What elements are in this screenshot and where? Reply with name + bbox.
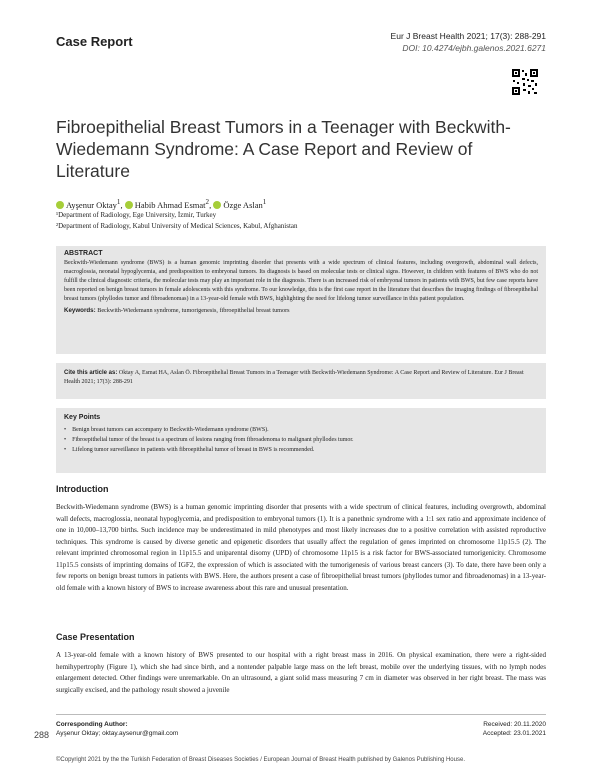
copyright-notice: ©Copyright 2021 by the the Turkish Federation of Breast Diseases Societies / European Journal of Breast Health published by Galenos Publishing House. — [56, 757, 465, 763]
abstract-box — [56, 246, 546, 354]
citation-label: Cite this article as: — [64, 370, 118, 376]
introduction-heading: Introduction — [56, 484, 109, 494]
corresponding-text[interactable]: Ayşenur Oktay; oktay.aysenur@gmail.com — [56, 730, 179, 737]
journal-citation: Eur J Breast Health 2021; 17(3): 288-291 — [390, 31, 546, 41]
footer-divider — [56, 714, 546, 715]
article-category: Case Report — [56, 34, 133, 49]
author-name: Habib Ahmad Esmat — [134, 199, 206, 210]
author-name: Ayşenur Oktay — [66, 199, 117, 210]
corresponding-author — [56, 720, 178, 738]
abstract-text: Beckwith-Wiedemann syndrome (BWS) is a human genomic imprinting disorder that presents with a wide spectrum of clinical features, including overgrowth, abdominal wall defects, macroglossia, neonatal hypoglycemia, and predisposition to embryonal tumors. Its diagnosis is based on molecular tests or clinical signs. However, in children with features of BWS who do not fulfill the clinical diagnostic criteria, the molecular tests may play an important role in the diagnosis. There is an increased risk of embryonal tumors in patients with BWS, but few case reports have been reported on benign breast tumors in female adolescents with this syndrome. To our knowledge, this is the first case report in the literature that describes the imaging findings of fibroepithelial breast tumors (phyllodes tumor and fibroadenomas) in a 13-year-old female with BWS, highlighting the need for lifelong tumor surveillance in this patient population. — [64, 260, 538, 302]
affiliations — [56, 210, 298, 232]
key-points-list — [64, 425, 538, 455]
qr-code-icon — [511, 68, 539, 96]
keywords-label: Keywords: — [64, 307, 96, 314]
abstract-heading: ABSTRACT — [64, 250, 103, 257]
key-point-item: • Lifelong tumor surveillance in patients with fibroepithelial tumor of breast in BWS is recommended. — [64, 445, 538, 455]
keywords-text: Beckwith-Wiedemann syndrome, tumorigenesis, fibroepithelial breast tumors — [97, 307, 290, 314]
case-presentation-heading: Case Presentation — [56, 632, 135, 642]
key-point-item: • Benign breast tumors can accompany to Beckwith-Wiedemann syndrome (BWS). — [64, 425, 538, 435]
affiliation-item: ²Department of Radiology, Kabul University of Medical Sciences, Kabul, Afghanistan — [56, 222, 298, 230]
doi-link[interactable]: DOI: 10.4274/ejbh.galenos.2021.6271 — [402, 43, 546, 53]
orcid-icon[interactable] — [125, 201, 133, 209]
citation-box — [56, 363, 546, 399]
corresponding-label: Corresponding Author: — [56, 721, 128, 728]
journal-reference — [391, 30, 546, 54]
key-points-heading: Key Points — [64, 414, 101, 421]
case-presentation-text: A 13-year-old female with a known history of BWS presented to our hospital with a right breast mass in 2016. On physical examination, there were a right-sided hemihypertrophy (Figure 1), which she had since birth, and a nontender palpable large mass on the left breast, mobile over the underlying tissues, with no lymph nodes enlargement detected. Other findings were unremarkable. On an ultrasound, a giant solid mass measuring 7 cm in diameter was observed in her right breast. The mass was surgically excised, and the pathology result showed a juvenile — [56, 651, 546, 694]
author-affiliation-mark: 1 — [116, 198, 121, 206]
page-number: 288 — [34, 730, 50, 740]
author-name: Özge Aslan — [223, 199, 263, 210]
article-dates — [483, 720, 546, 738]
author-affiliation-mark: 2 — [205, 198, 210, 206]
keywords — [64, 307, 538, 314]
affiliation-item: ¹Department of Radiology, Ege University, İzmir, Turkey — [56, 211, 217, 219]
orcid-icon[interactable] — [213, 201, 221, 209]
received-date: Received: 20.11.2020 — [483, 721, 546, 728]
article-title: Fibroepithelial Breast Tumors in a Teenager with Beckwith-Wiedemann Syndrome: A Case Report and Review of Literature — [56, 117, 511, 181]
key-point-item: • Fibroepithelial tumor of the breast is a spectrum of lesions ranging from fibroadenoma to malignant phyllodes tumor. — [64, 435, 538, 445]
author-affiliation-mark: 1 — [262, 198, 267, 206]
key-points-box — [56, 408, 546, 473]
citation-text: Oktay A, Esmat HA, Aslan Ö. Fibroepithelial Breast Tumors in a Teenager with Beckwith-Wiedemann Syndrome: A Case Report and Review of Literature. Eur J Breast Health 2021; 17(3): 288-291 — [64, 370, 524, 385]
orcid-icon[interactable] — [56, 201, 64, 209]
accepted-date: Accepted: 23.01.2021 — [482, 730, 546, 737]
author-list: Ayşenur Oktay$^1$, Habib Ahmad Esmat$^2$, Özge Aslan$^1$ — [56, 198, 266, 210]
introduction-text: Beckwith-Wiedemann syndrome (BWS) is a human genomic imprinting disorder that presents with a wide spectrum of clinical features, including overgrowth, abdominal wall defects, macroglossia, neonatal hypoglycemia, and predisposition to embryonal tumors (1). It is a panethnic syndrome with a 1:1 sex ratio and approximate incidence of one in 10,000–13,700 births. Such incidence may be underestimated in mild phenotypes and most likely increases due to a positive correlation with assisted reproductive techniques. This syndrome is caused by diverse genetic and epigenetic disorders that usually affect the regulation of genes imprinted on chromosome 11p15.5 (2). The relevant imprinted chromosomal region in 11p15.5 and uniparental disomy (UPD) of chromosome 11p15 is a risk factor for BWS-associated tumorigenicity. Chromosome 11p15.5 consists of imprinting domains of IGF2, the expression of which is associated with the tumorigenesis of various breast cancers (3). To date, there have been only a few reports on benign breast tumors in patients with BWS. Here, the authors present a case of fibroepithelial breast tumors (phyllodes tumor and fibroadenomas) in a 13-year-old female with a known history of BWS to increase awareness about this rare and unusual presentation. — [56, 503, 546, 592]
